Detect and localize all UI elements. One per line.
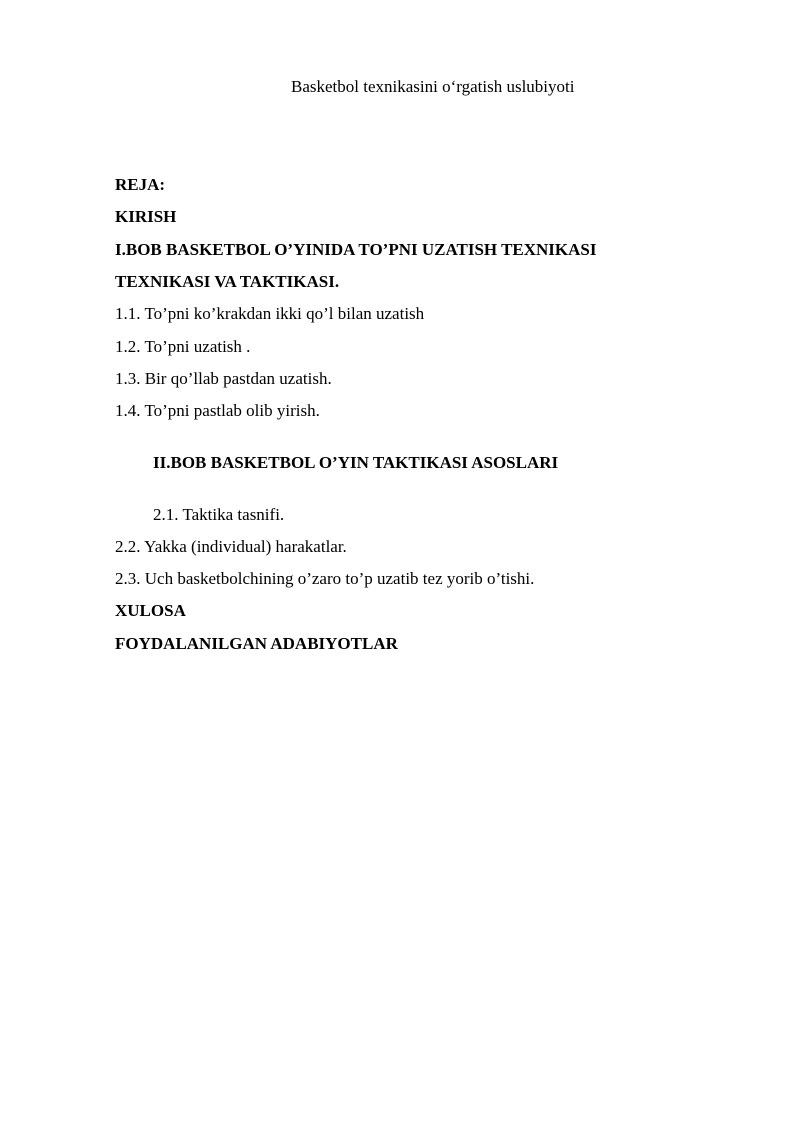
references-heading: FOYDALANILGAN ADABIYOTLAR xyxy=(115,634,398,653)
chapter1-item: 1.3. Bir qo’llab pastdan uzatish. xyxy=(115,369,332,388)
chapter2-item: 2.2. Yakka (individual) harakatlar. xyxy=(115,537,347,556)
chapter1-item: 1.2. To’pni uzatish . xyxy=(115,337,251,356)
intro-heading: KIRISH xyxy=(115,207,177,226)
chapter1-item: 1.4. To’pni pastlab olib yirish. xyxy=(115,401,320,420)
document-title: Basketbol texnikasini o‘rgatish uslubiyoti xyxy=(291,77,575,96)
chapter2-item: 2.3. Uch basketbolchining o’zaro to’p uzatib tez yorib o’tishi. xyxy=(115,569,535,588)
plan-heading: REJA: xyxy=(115,175,166,194)
chapter1-item: 1.1. To’pni ko’krakdan ikki qo’l bilan uzatish xyxy=(115,304,425,323)
chapter2-heading: II.BOB BASKETBOL O’YIN TAKTIKASI ASOSLARI xyxy=(153,453,559,472)
chapter2-item: 2.1. Taktika tasnifi. xyxy=(153,505,285,524)
chapter1-heading-line2: TEXNIKASI VA TAKTIKASI. xyxy=(115,272,340,291)
chapter1-heading-line1: I.BOB BASKETBOL O’YINIDA TO’PNI UZATISH TEXNIKASI xyxy=(115,240,597,259)
conclusion-heading: XULOSA xyxy=(115,601,186,620)
